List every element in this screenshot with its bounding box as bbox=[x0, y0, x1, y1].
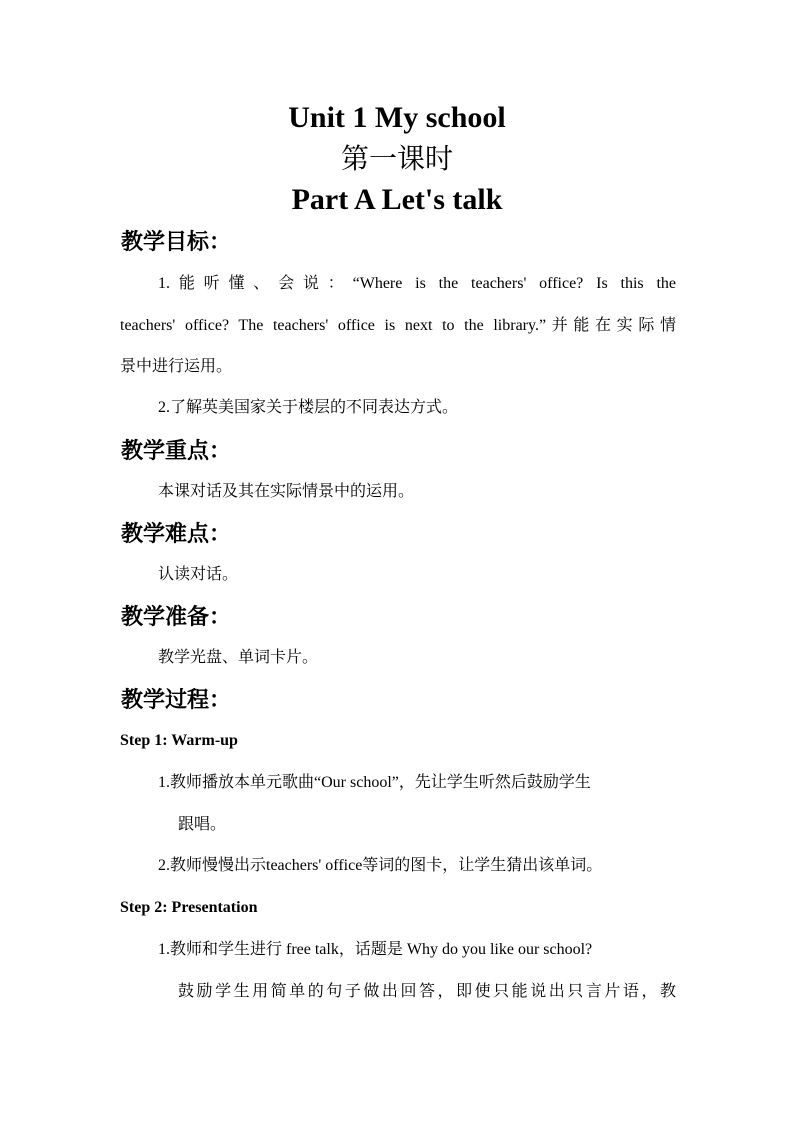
process-heading: 教学过程： bbox=[121, 688, 232, 713]
objective-1-line-3: 景中进行运用。 bbox=[120, 358, 233, 375]
key-points-text: 本课对话及其在实际情景中的运用。 bbox=[158, 483, 415, 500]
lesson-title: 第一课时 bbox=[340, 142, 453, 175]
step-1-item-1-line-1: 1.教师播放本单元歌曲“Our school”，先让学生听然后鼓励学生 bbox=[158, 774, 591, 791]
step-2-title: Step 2: Presentation bbox=[120, 899, 258, 916]
key-points-heading: 教学重点： bbox=[121, 439, 232, 464]
objective-2: 2.了解英美国家关于楼层的不同表达方式。 bbox=[158, 399, 459, 416]
step-1-item-2: 2.教师慢慢出示teachers' office等词的图卡，让学生猜出该单词。 bbox=[158, 857, 603, 874]
unit-title: Unit 1 My school bbox=[288, 101, 506, 134]
preparation-heading: 教学准备： bbox=[121, 605, 232, 630]
difficulties-text: 认读对话。 bbox=[158, 566, 239, 583]
step-2-item-1-line-2: 鼓励学生用简单的句子做出回答，即使只能说出只言片语，教 bbox=[178, 983, 676, 1000]
preparation-text: 教学光盘、单词卡片。 bbox=[158, 649, 319, 666]
difficulties-heading: 教学难点： bbox=[121, 522, 232, 547]
step-2-item-1-line-1: 1.教师和学生进行 free talk，话题是 Why do you like our school? bbox=[158, 941, 593, 958]
objective-1-line-2: teachers' office? The teachers' office is next to the library.”并能在实际情 bbox=[120, 317, 676, 334]
objective-1-line-1: 1.能听懂、会说：“Where is the teachers' office? Is this the bbox=[158, 275, 676, 292]
step-1-item-1-line-2: 跟唱。 bbox=[178, 816, 227, 833]
objectives-heading: 教学目标： bbox=[121, 230, 232, 255]
step-1-title: Step 1: Warm-up bbox=[120, 732, 238, 749]
part-title: Part A Let's talk bbox=[291, 183, 503, 216]
